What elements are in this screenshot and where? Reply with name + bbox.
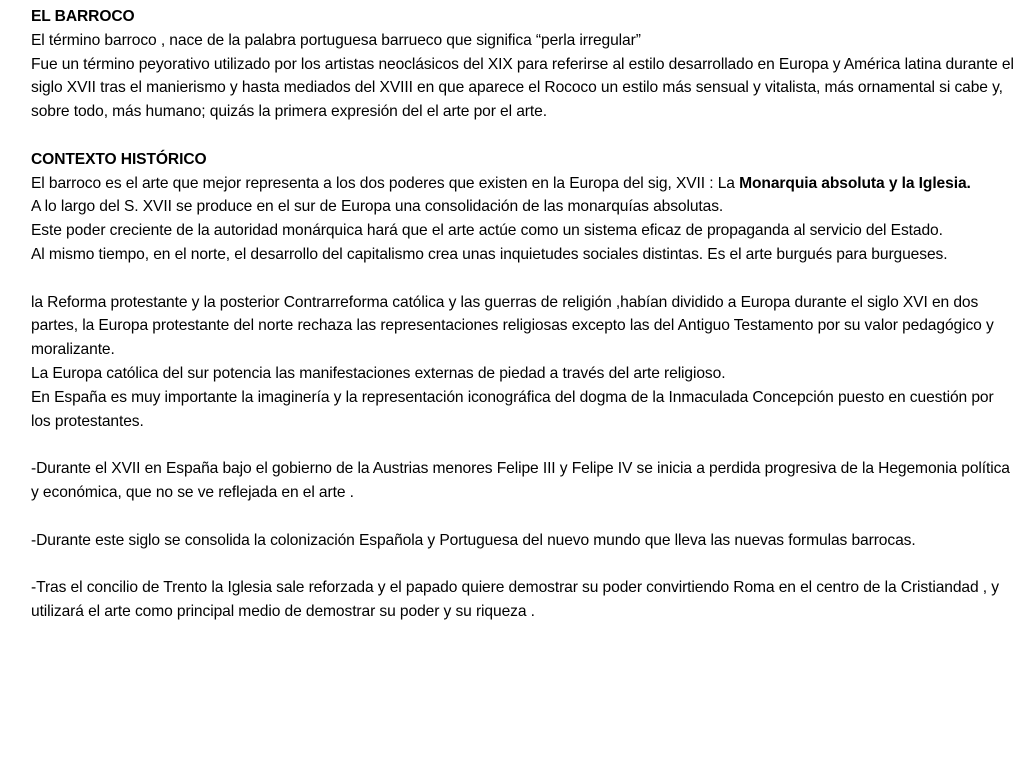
barroco-paragraph-1: El término barroco , nace de la palabra portuguesa barrueco que significa “perla irregular” bbox=[31, 31, 641, 49]
contexto-paragraph-1 bbox=[31, 172, 1016, 196]
slide-text bbox=[31, 5, 1016, 624]
contexto-paragraph-3: Este poder creciente de la autoridad monárquica hará que el arte actúe como un sistema eficaz de propaganda al servicio del Estado. bbox=[31, 222, 943, 240]
spacer bbox=[31, 433, 1016, 457]
contexto-paragraph-1-text: El barroco es el arte que mejor representa a los dos poderes que existen en la Europa del sig, XVII : La bbox=[31, 174, 740, 192]
reforma-paragraph-2: La Europa católica del sur potencia las manifestaciones externas de piedad a través del arte religioso. bbox=[31, 364, 726, 382]
spacer bbox=[31, 552, 1016, 576]
point-paragraph-2: -Durante este siglo se consolida la colonización Española y Portuguesa del nuevo mundo que lleva las nuevas formulas barrocas. bbox=[31, 531, 916, 549]
spacer bbox=[31, 267, 1016, 291]
spacer bbox=[31, 124, 1016, 148]
contexto-paragraph-1-bold: Monarquia absoluta y la Iglesia. bbox=[739, 174, 971, 192]
contexto-paragraph-2: A lo largo del S. XVII se produce en el sur de Europa una consolidación de las monarquías absolutas. bbox=[31, 198, 724, 216]
point-paragraph-1: -Durante el XVII en España bajo el gobierno de la Austrias menores Felipe III y Felipe IV se inicia a perdida progresiva de la Hegemonia política y económica, que no se ve reflejada en el arte . bbox=[31, 460, 1010, 501]
spacer bbox=[31, 505, 1016, 529]
reforma-paragraph-3: En España es muy importante la imaginería y la representación iconográfica del dogma de la Inmaculada Concepción puesto en cuestión por los protestantes. bbox=[31, 388, 994, 430]
contexto-paragraph-4: Al mismo tiempo, en el norte, el desarrollo del capitalismo crea unas inquietudes sociales distintas. Es el arte burgués para burgueses. bbox=[31, 245, 948, 263]
contexto-title: CONTEXTO HISTÓRICO bbox=[31, 150, 207, 168]
barroco-paragraph-2: Fue un término peyorativo utilizado por los artistas neoclásicos del XIX para referirse al estilo desarrollado en Europa y América latina durante el siglo XVII tras el manierismo y hasta mediados del XVIII en que aparece el Rococo un estilo más sensual y vitalista, más ornamental si cabe y, sobre todo, más humano; quizás la primera expresión del el arte por el arte. bbox=[31, 55, 1014, 121]
reforma-paragraph-1: la Reforma protestante y la posterior Contrarreforma católica y las guerras de religión ,habían dividido a Europa durante el siglo XVI en dos partes, la Europa protestante del norte rechaza las representaciones religiosas excepto las del Antiguo Testamento por su valor pedagógico y moralizante. bbox=[31, 293, 994, 359]
barroco-title: EL BARROCO bbox=[31, 8, 135, 25]
point-paragraph-3: -Tras el concilio de Trento la Iglesia sale reforzada y el papado quiere demostrar su poder convirtiendo Roma en el centro de la Cristiandad , y utilizará el arte como principal medio de demostrar su poder y su riqueza . bbox=[31, 579, 999, 620]
